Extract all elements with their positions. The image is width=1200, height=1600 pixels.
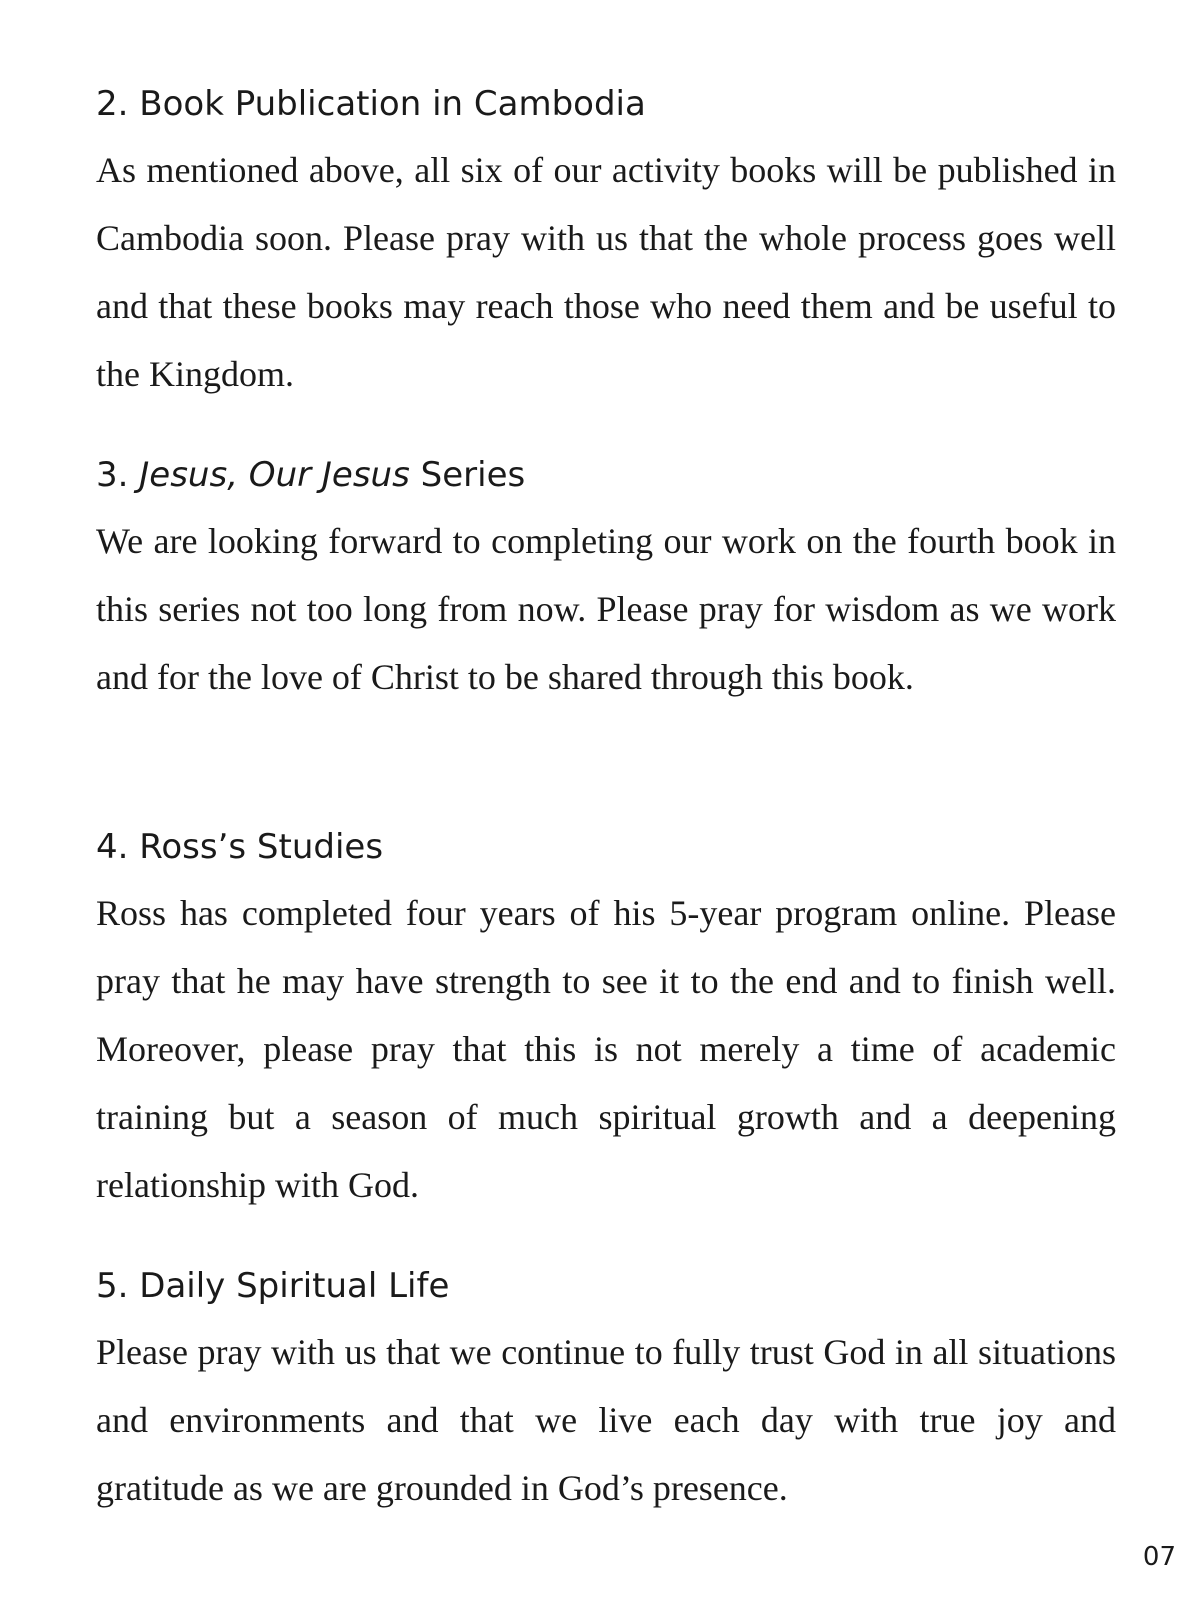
section-book-publication: [96, 84, 1116, 408]
section-number: 4.: [96, 827, 129, 867]
section-heading: [96, 84, 1116, 124]
page-number: 07: [1142, 1542, 1176, 1572]
section-title: Series: [420, 455, 526, 495]
section-heading: [96, 455, 1116, 495]
section-heading: [96, 1266, 1116, 1306]
section-title: Ross’s Studies: [139, 827, 384, 867]
section-daily-spiritual-life: [96, 1266, 1116, 1522]
section-jesus-series: [96, 455, 1116, 711]
section-number: 2.: [96, 84, 129, 124]
section-title: Book Publication in Cambodia: [139, 84, 646, 124]
section-body: Please pray with us that we continue to fully trust God in all situations and environments and that we live each day with true joy and gratitude as we are grounded in God’s presence.: [96, 1332, 1116, 1508]
section-ross-studies: [96, 827, 1116, 1219]
section-title: Daily Spiritual Life: [139, 1266, 450, 1306]
section-number: 3.: [96, 455, 129, 495]
section-heading: [96, 827, 1116, 867]
section-number: 5.: [96, 1266, 129, 1306]
section-body: We are looking forward to completing our work on the fourth book in this series not too long from now. Please pray for wisdom as we work and for the love of Christ to be shared through this book.: [96, 521, 1116, 697]
section-body: Ross has completed four years of his 5-year program online. Please pray that he may have strength to see it to the end and to finish well. Moreover, please pray that this is not merely a time of academic training but a season of much spiritual growth and a deepening relationship with God.: [96, 893, 1116, 1205]
section-title-italic: Jesus, Our Jesus: [139, 455, 410, 495]
section-body: As mentioned above, all six of our activity books will be published in Cambodia soon. Please pray with us that the whole process goes well and that these books may reach those who need them and be useful to the Kingdom.: [96, 150, 1116, 394]
